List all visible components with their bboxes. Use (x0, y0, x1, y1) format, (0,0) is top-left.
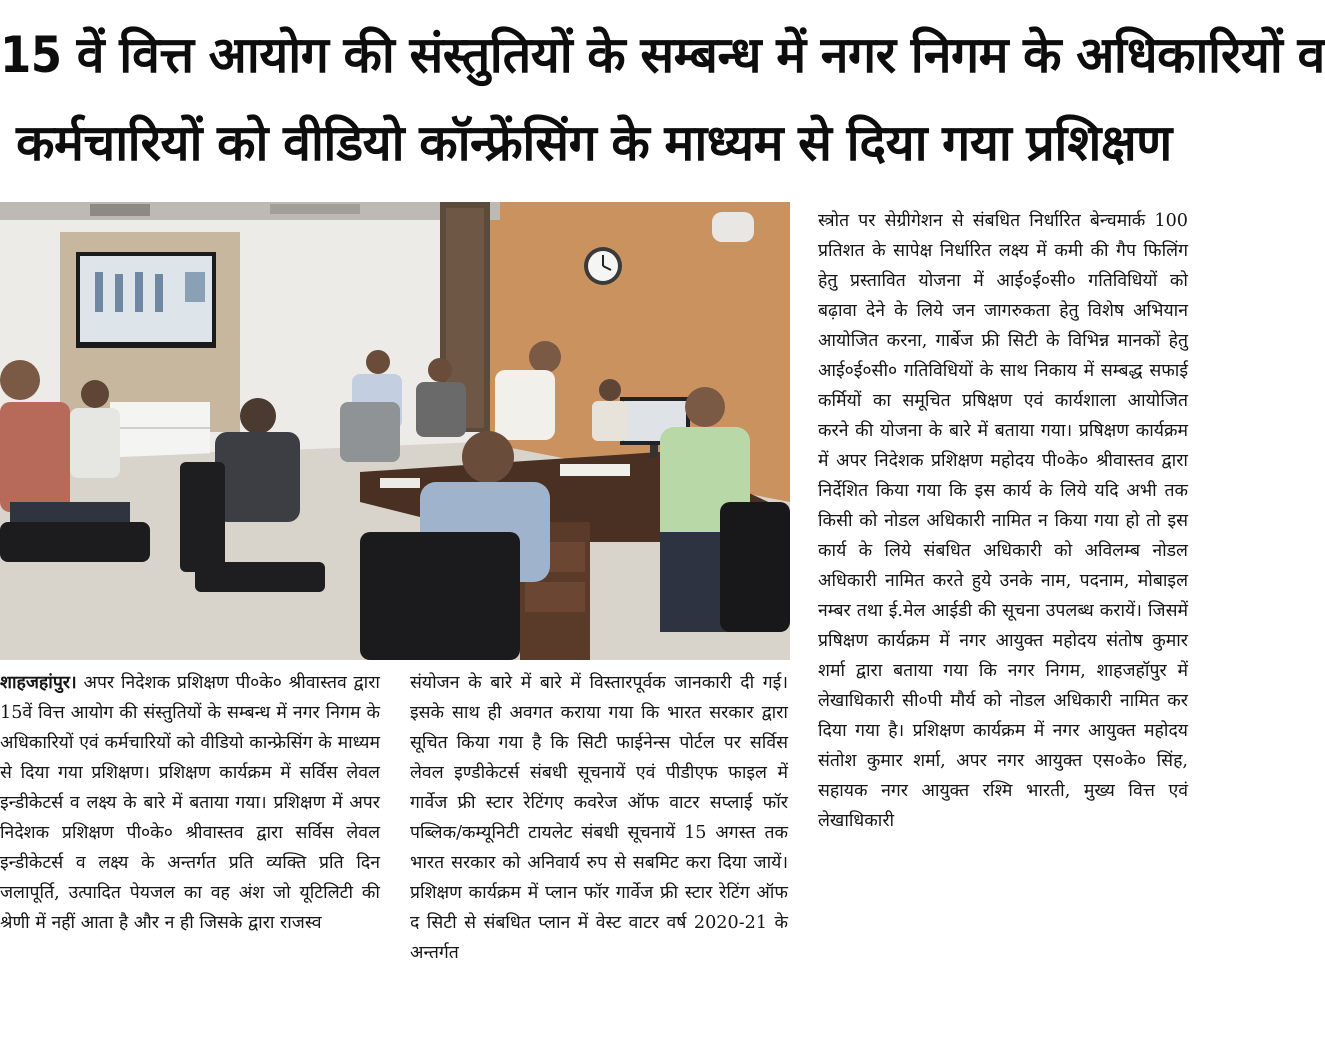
article-column-1 (0, 668, 380, 1040)
article-column-3 (818, 206, 1188, 1040)
article-text-col2: संयोजन के बारे में बारे में विस्तारपूर्वक जानकारी दी गई। इसके साथ ही अवगत कराया गया कि भारत सरकार द्वारा सूचित किया गया है कि सिटी फाईनेन्स पोर्टल पर सर्विस लेवल इण्डीकेटर्स संबधी सूचनायें एवं पीडीएफ फाइल में गार्वेज फ्री स्टार रेटिंगए कवरेज ऑफ वाटर सप्लाई फॉर पब्लिक/कम्यूनिटी टायलेट संबधी सूचनायें 15 अगस्त तक भारत सरकार को अनिवार्य रुप से सबमिट करा दिया जायें। प्रशिक्षण कार्यक्रम में प्लान फॉर गार्वेज फ्री स्टार रेटिंग ऑफ द सिटी से संबधित प्लान में वेस्ट वाटर वर्ष 2020-21 के अन्तर्गत (410, 673, 789, 963)
article-column-2 (410, 668, 788, 1040)
headline-line-1: 15 वें वित्त आयोग की संस्तुतियों के सम्बन्ध में नगर निगम के अधिकारियों व (0, 26, 1325, 84)
news-photo (0, 202, 790, 660)
article-text-col1: अपर निदेशक प्रशिक्षण पी०के० श्रीवास्तव द्वारा 15वें वित्त आयोग की संस्तुतियों के सम्बन्ध में नगर निगम के अधिकारियों एवं कर्मचारियों को वीडियो कान्फ्रेसिंग के माध्यम से दिया गया प्रशिक्षण। प्रशिक्षण कार्यक्रम में सर्विस लेवल इन्डीकेटर्स व लक्ष्य के बारे में बताया गया। प्रशिक्षण में अपर निदेशक प्रशिक्षण पी०के० श्रीवास्तव द्वारा सर्विस लेवल इन्डीकेटर्स व लक्ष्य के अन्तर्गत प्रति व्यक्ति प्रति दिन जलापूर्ति, उत्पादित पेयजल का वह अंश जो यूटिलिटी की श्रेणी में नहीं आता है और न ही जिसके द्वारा राजस्व (0, 673, 380, 933)
meeting-room-photo-illustration (0, 202, 790, 660)
dateline: शाहजहांपुर। (0, 672, 77, 693)
article-text-col3: स्त्रोत पर सेग्रीगेशन से संबधित निर्धारित बेन्चमार्क 100 प्रतिशत के सापेक्ष निर्धारित लक्ष्य में कमी की गैप फिलिंग हेतु प्रस्तावित योजना में आई०ई०सी० गतिविधियों को बढ़ावा देने के लिये जन जागरुकता हेतु विशेष अभियान आयोजित करना, गार्बेज फ्री सिटी के विभिन्न मानकों हेतु आई०ई०सी० गतिविधियों के साथ निकाय में सम्बद्ध सफाई कर्मियों का समूचित प्रषिक्षण एवं कार्यशाला आयोजित करने की योजना के बारे में बताया गया। प्रषिक्षण कार्यक्रम में अपर निदेशक प्रशिक्षण महोदय पी०के० श्रीवास्तव द्वारा निर्देशित किया गया कि इस कार्य के लिये यदि अभी तक किसी को नोडल अधिकारी नामित न किया गया हो तो इस कार्य के लिये संबधित अधिकारी को अविलम्ब नोडल अधिकारी नामित करते हुये उनके नाम, पदनाम, मोबाइल नम्बर तथा ई.मेल आईडी की सूचना उपलब्ध करायें। जिसमें प्रषिक्षण कार्यक्रम में नगर आयुक्त महोदय संतोष कुमार शर्मा द्वारा बताया गया कि नगर निगम, शाहजहॉपुर में लेखाधिकारी सी०पी मौर्य को नोडल अधिकारी नामित कर दिया गया है। प्रशिक्षण कार्यक्रम में नगर आयुक्त महोदय संतोश कुमार शर्मा, अपर नगर आयुक्त एस०के० सिंह, सहायक नगर आयुक्त रश्मि भारती, मुख्य वित्त एवं लेखाधिकारी (818, 211, 1188, 831)
headline-line-2: कर्मचारियों को वीडियो कॉन्फ्रेंसिंग के माध्यम से दिया गया प्रशिक्षण (16, 114, 1172, 172)
headline (0, 0, 1325, 200)
